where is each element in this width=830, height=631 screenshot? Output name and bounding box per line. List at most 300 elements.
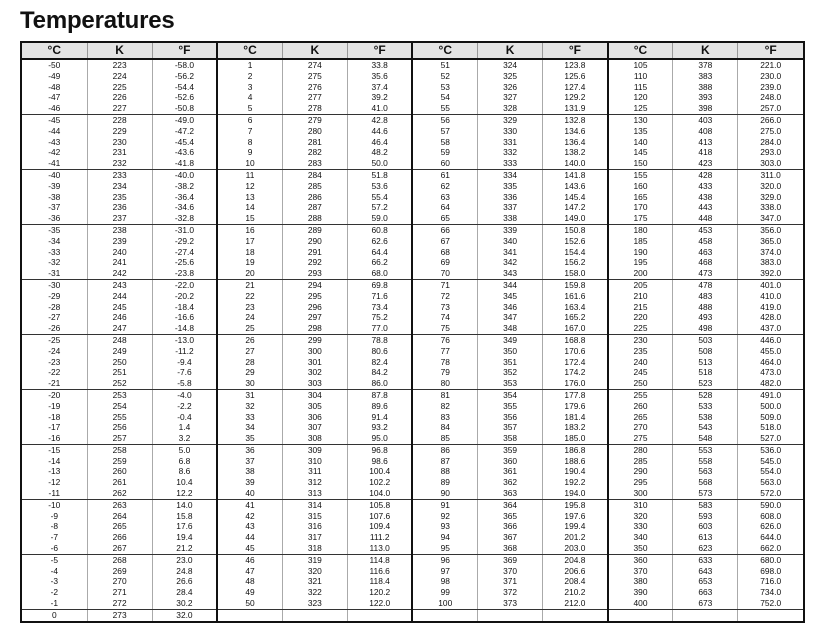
- cell-kelvin: 270: [87, 576, 152, 587]
- cell-fahrenheit: 154.4: [543, 247, 608, 258]
- cell-fahrenheit: 12.2: [152, 488, 217, 499]
- cell-celsius: 230: [608, 334, 673, 345]
- table-row: [22, 236, 803, 247]
- cell-fahrenheit: 201.2: [543, 532, 608, 543]
- table-row: [22, 576, 803, 587]
- cell-kelvin: 228: [87, 114, 152, 125]
- cell-celsius: 320: [608, 511, 673, 522]
- cell-kelvin: 344: [478, 279, 543, 290]
- cell-fahrenheit: 33.8: [347, 59, 412, 71]
- cell-fahrenheit: 10.4: [152, 477, 217, 488]
- cell-celsius: 38: [217, 466, 282, 477]
- cell-celsius: 250: [608, 378, 673, 389]
- cell-fahrenheit: 30.2: [152, 598, 217, 609]
- cell-celsius: 145: [608, 147, 673, 158]
- cell-celsius: 53: [412, 82, 477, 93]
- cell-celsius: 37: [217, 456, 282, 467]
- cell-kelvin: 237: [87, 213, 152, 224]
- cell-fahrenheit: 123.8: [543, 59, 608, 71]
- cell-fahrenheit: 15.8: [152, 511, 217, 522]
- cell-fahrenheit: 527.0: [738, 433, 803, 444]
- cell-fahrenheit: -25.6: [152, 257, 217, 268]
- cell-kelvin: 302: [282, 367, 347, 378]
- cell-celsius: -39: [48, 180, 61, 191]
- cell-fahrenheit: 64.4: [347, 247, 412, 258]
- cell-fahrenheit: 716.0: [738, 576, 803, 587]
- cell-celsius: 220: [608, 312, 673, 323]
- cell-fahrenheit: -36.4: [152, 192, 217, 203]
- cell-fahrenheit: -22.0: [152, 279, 217, 290]
- column-header-celsius-1: °C: [22, 43, 87, 59]
- cell-celsius: 350: [608, 543, 673, 554]
- cell-kelvin: 323: [282, 598, 347, 609]
- cell-fahrenheit: -23.8: [152, 268, 217, 279]
- cell-celsius: 225: [608, 323, 673, 334]
- cell-fahrenheit: 95.0: [347, 433, 412, 444]
- cell-kelvin: 290: [282, 236, 347, 247]
- column-header-fahrenheit-2: °F: [347, 43, 412, 59]
- table-row: [22, 357, 803, 368]
- cell-kelvin: 423: [673, 158, 738, 169]
- cell-celsius: 3: [217, 82, 282, 93]
- cell-fahrenheit: 168.8: [543, 334, 608, 345]
- cell-kelvin: 366: [478, 521, 543, 532]
- cell-celsius: 280: [608, 444, 673, 455]
- table-row: [22, 543, 803, 554]
- column-header-celsius-2: °C: [217, 43, 282, 59]
- cell-fahrenheit: -27.4: [152, 247, 217, 258]
- cell-fahrenheit: 347.0: [738, 213, 803, 224]
- cell-celsius: -16: [22, 433, 87, 444]
- cell-kelvin: 238: [87, 224, 152, 235]
- cell-kelvin: 367: [478, 532, 543, 543]
- cell-celsius: 31: [217, 389, 282, 400]
- cell-celsius: 88: [412, 466, 477, 477]
- cell-kelvin: 250: [87, 357, 152, 368]
- cell-kelvin: 478: [673, 279, 738, 290]
- cell-fahrenheit: 210.2: [543, 587, 608, 598]
- cell-fahrenheit: 195.8: [543, 499, 608, 510]
- cell-fahrenheit: 626.0: [738, 521, 803, 532]
- cell-celsius: 73: [412, 302, 477, 313]
- cell-celsius: 255: [608, 389, 673, 400]
- table-row: [22, 598, 803, 609]
- cell-celsius: 180: [608, 224, 673, 235]
- cell-kelvin: 273: [87, 609, 152, 620]
- cell-kelvin: 418: [673, 147, 738, 158]
- cell-kelvin: 257: [87, 433, 152, 444]
- table-row: [22, 224, 803, 235]
- cell-kelvin: 291: [282, 247, 347, 258]
- cell-fahrenheit: -45.4: [152, 137, 217, 148]
- cell-fahrenheit: 122.0: [347, 598, 412, 609]
- cell-kelvin: 408: [673, 126, 738, 137]
- cell-kelvin: 314: [282, 499, 347, 510]
- cell-celsius: -3: [50, 576, 59, 587]
- cell-fahrenheit: -18.4: [152, 302, 217, 313]
- cell-kelvin: 373: [478, 598, 543, 609]
- cell-kelvin: 553: [673, 444, 738, 455]
- cell-kelvin: 309: [282, 444, 347, 455]
- cell-kelvin: 352: [478, 367, 543, 378]
- cell-kelvin: 231: [87, 147, 152, 158]
- cell-celsius: 300: [608, 488, 673, 499]
- cell-kelvin: 277: [282, 92, 347, 103]
- cell-kelvin: 362: [478, 477, 543, 488]
- cell-celsius: 11: [217, 169, 282, 180]
- cell-celsius: -14: [48, 455, 61, 466]
- cell-celsius: 15: [217, 213, 282, 224]
- cell-kelvin: 438: [673, 192, 738, 203]
- cell-celsius: 235: [608, 346, 673, 357]
- cell-fahrenheit: 41.0: [347, 103, 412, 114]
- cell-kelvin: 280: [282, 126, 347, 137]
- cell-celsius: 59: [412, 147, 477, 158]
- cell-kelvin: [673, 609, 738, 620]
- cell-celsius: 195: [608, 257, 673, 268]
- cell-fahrenheit: 518.0: [738, 422, 803, 433]
- cell-kelvin: 317: [282, 532, 347, 543]
- cell-kelvin: 232: [87, 158, 152, 169]
- cell-fahrenheit: 206.6: [543, 566, 608, 577]
- cell-kelvin: 224: [87, 71, 152, 82]
- cell-kelvin: 493: [673, 312, 738, 323]
- cell-fahrenheit: 190.4: [543, 466, 608, 477]
- column-header-kelvin-4: K: [673, 43, 738, 59]
- cell-celsius: -22: [48, 367, 61, 378]
- cell-fahrenheit: 230.0: [738, 71, 803, 82]
- cell-kelvin: 279: [282, 114, 347, 125]
- cell-fahrenheit: 356.0: [738, 224, 803, 235]
- cell-kelvin: 307: [282, 422, 347, 433]
- cell-kelvin: 357: [478, 422, 543, 433]
- table-row: [22, 554, 803, 565]
- cell-fahrenheit: 32.0: [152, 609, 217, 620]
- cell-kelvin: 332: [478, 147, 543, 158]
- cell-kelvin: 398: [673, 103, 738, 114]
- cell-kelvin: 346: [478, 302, 543, 313]
- table-row: [22, 466, 803, 477]
- cell-fahrenheit: 46.4: [347, 137, 412, 148]
- cell-fahrenheit: 491.0: [738, 389, 803, 400]
- cell-kelvin: 508: [673, 346, 738, 357]
- cell-celsius: 29: [217, 367, 282, 378]
- cell-fahrenheit: 125.6: [543, 71, 608, 82]
- cell-kelvin: 227: [87, 103, 152, 114]
- table-row: [22, 103, 803, 114]
- header-row: [22, 43, 803, 59]
- cell-kelvin: 298: [282, 323, 347, 334]
- cell-celsius: 120: [608, 92, 673, 103]
- cell-fahrenheit: 221.0: [738, 59, 803, 71]
- cell-fahrenheit: 78.8: [347, 334, 412, 345]
- cell-kelvin: 468: [673, 257, 738, 268]
- cell-fahrenheit: 698.0: [738, 566, 803, 577]
- cell-celsius: 270: [608, 422, 673, 433]
- cell-fahrenheit: 19.4: [152, 532, 217, 543]
- cell-kelvin: 305: [282, 401, 347, 412]
- cell-kelvin: 538: [673, 412, 738, 423]
- table-row: [22, 147, 803, 158]
- cell-kelvin: 360: [478, 456, 543, 467]
- table-body: [22, 59, 803, 621]
- cell-kelvin: 261: [87, 477, 152, 488]
- cell-fahrenheit: 257.0: [738, 103, 803, 114]
- cell-kelvin: 361: [478, 466, 543, 477]
- cell-fahrenheit: 129.2: [543, 92, 608, 103]
- cell-celsius: 65: [412, 213, 477, 224]
- cell-fahrenheit: 80.6: [347, 346, 412, 357]
- cell-kelvin: 251: [87, 367, 152, 378]
- cell-fahrenheit: 338.0: [738, 202, 803, 213]
- table-row: [22, 169, 803, 180]
- cell-celsius: 165: [608, 192, 673, 203]
- cell-celsius: -44: [48, 125, 61, 136]
- cell-fahrenheit: 208.4: [543, 576, 608, 587]
- cell-kelvin: 350: [478, 346, 543, 357]
- cell-celsius: 26: [217, 334, 282, 345]
- cell-fahrenheit: 500.0: [738, 401, 803, 412]
- cell-kelvin: 568: [673, 477, 738, 488]
- cell-kelvin: 364: [478, 499, 543, 510]
- cell-celsius: 85: [412, 433, 477, 444]
- cell-celsius: -19: [48, 400, 61, 411]
- cell-fahrenheit: 84.2: [347, 367, 412, 378]
- table-row: [22, 302, 803, 313]
- cell-celsius: 98: [412, 576, 477, 587]
- cell-celsius: 45: [217, 543, 282, 554]
- cell-kelvin: 443: [673, 202, 738, 213]
- cell-kelvin: 223: [87, 59, 152, 71]
- cell-kelvin: 299: [282, 334, 347, 345]
- cell-fahrenheit: 48.2: [347, 147, 412, 158]
- cell-celsius: -8: [50, 521, 59, 532]
- cell-celsius: -15: [48, 444, 61, 455]
- table-row: [22, 92, 803, 103]
- cell-fahrenheit: 26.6: [152, 576, 217, 587]
- cell-kelvin: 247: [87, 323, 152, 334]
- table-row: [22, 247, 803, 258]
- cell-kelvin: 345: [478, 291, 543, 302]
- cell-celsius: 140: [608, 137, 673, 148]
- cell-kelvin: 242: [87, 268, 152, 279]
- cell-celsius: 19: [217, 257, 282, 268]
- cell-fahrenheit: -56.2: [152, 71, 217, 82]
- cell-celsius: 330: [608, 521, 673, 532]
- cell-fahrenheit: 42.8: [347, 114, 412, 125]
- cell-celsius: 135: [608, 126, 673, 137]
- table-row: [22, 389, 803, 400]
- cell-celsius: 70: [412, 268, 477, 279]
- cell-fahrenheit: 136.4: [543, 137, 608, 148]
- table-row: [22, 477, 803, 488]
- cell-kelvin: 371: [478, 576, 543, 587]
- cell-fahrenheit: 116.6: [347, 566, 412, 577]
- cell-kelvin: 388: [673, 82, 738, 93]
- cell-celsius: 83: [412, 412, 477, 423]
- cell-celsius: -40: [48, 169, 61, 180]
- cell-celsius: 24: [217, 312, 282, 323]
- cell-kelvin: 643: [673, 566, 738, 577]
- cell-kelvin: 281: [282, 137, 347, 148]
- table-row: [22, 268, 803, 279]
- cell-kelvin: 355: [478, 401, 543, 412]
- table-row: [22, 334, 803, 345]
- cell-fahrenheit: 59.0: [347, 213, 412, 224]
- cell-fahrenheit: -31.0: [152, 224, 217, 235]
- cell-celsius: 72: [412, 291, 477, 302]
- cell-fahrenheit: 140.0: [543, 158, 608, 169]
- cell-kelvin: 663: [673, 587, 738, 598]
- cell-celsius: 16: [217, 224, 282, 235]
- cell-celsius: 130: [608, 114, 673, 125]
- cell-kelvin: 338: [478, 213, 543, 224]
- cell-celsius: 61: [412, 169, 477, 180]
- cell-kelvin: 304: [282, 389, 347, 400]
- table-row: [22, 367, 803, 378]
- cell-kelvin: 393: [673, 92, 738, 103]
- cell-kelvin: 365: [478, 511, 543, 522]
- cell-fahrenheit: 100.4: [347, 466, 412, 477]
- cell-fahrenheit: 50.0: [347, 158, 412, 169]
- cell-celsius: -13: [48, 466, 61, 477]
- cell-celsius: -1: [22, 598, 87, 609]
- cell-fahrenheit: 37.4: [347, 82, 412, 93]
- cell-fahrenheit: 734.0: [738, 587, 803, 598]
- cell-fahrenheit: 134.6: [543, 126, 608, 137]
- cell-celsius: 56: [412, 114, 477, 125]
- cell-kelvin: 249: [87, 346, 152, 357]
- cell-celsius: 30: [217, 378, 282, 389]
- cell-fahrenheit: 644.0: [738, 532, 803, 543]
- cell-fahrenheit: -54.4: [152, 82, 217, 93]
- cell-kelvin: 369: [478, 554, 543, 565]
- cell-fahrenheit: 53.6: [347, 181, 412, 192]
- cell-kelvin: 473: [673, 268, 738, 279]
- cell-celsius: 35: [217, 433, 282, 444]
- cell-celsius: [412, 609, 477, 620]
- cell-kelvin: 292: [282, 257, 347, 268]
- cell-fahrenheit: 149.0: [543, 213, 608, 224]
- cell-kelvin: 488: [673, 302, 738, 313]
- cell-fahrenheit: -58.0: [152, 59, 217, 71]
- cell-kelvin: 327: [478, 92, 543, 103]
- cell-fahrenheit: 509.0: [738, 412, 803, 423]
- cell-kelvin: 283: [282, 158, 347, 169]
- cell-celsius: 150: [608, 158, 673, 169]
- cell-celsius: 96: [412, 554, 477, 565]
- cell-kelvin: 229: [87, 126, 152, 137]
- cell-celsius: -12: [48, 477, 61, 488]
- cell-fahrenheit: 28.4: [152, 587, 217, 598]
- cell-fahrenheit: 102.2: [347, 477, 412, 488]
- cell-celsius: -31: [22, 268, 87, 279]
- cell-kelvin: 244: [87, 291, 152, 302]
- cell-celsius: -24: [48, 345, 61, 356]
- cell-kelvin: 300: [282, 346, 347, 357]
- cell-kelvin: 334: [478, 169, 543, 180]
- cell-celsius: -25: [48, 334, 61, 345]
- cell-celsius: 14: [217, 202, 282, 213]
- cell-kelvin: 448: [673, 213, 738, 224]
- cell-fahrenheit: 320.0: [738, 181, 803, 192]
- cell-kelvin: 453: [673, 224, 738, 235]
- cell-kelvin: 278: [282, 103, 347, 114]
- cell-kelvin: 324: [478, 59, 543, 71]
- cell-fahrenheit: 545.0: [738, 456, 803, 467]
- cell-fahrenheit: 159.8: [543, 279, 608, 290]
- cell-fahrenheit: 239.0: [738, 82, 803, 93]
- cell-fahrenheit: 329.0: [738, 192, 803, 203]
- cell-kelvin: 322: [282, 587, 347, 598]
- cell-fahrenheit: 107.6: [347, 511, 412, 522]
- table-row: [22, 181, 803, 192]
- cell-fahrenheit: 204.8: [543, 554, 608, 565]
- cell-celsius: 105: [608, 59, 673, 71]
- cell-kelvin: 235: [87, 192, 152, 203]
- cell-fahrenheit: 158.0: [543, 268, 608, 279]
- cell-celsius: 1: [217, 59, 282, 71]
- cell-kelvin: 263: [87, 499, 152, 510]
- cell-celsius: 63: [412, 192, 477, 203]
- cell-kelvin: 325: [478, 71, 543, 82]
- cell-celsius: 28: [217, 357, 282, 368]
- cell-fahrenheit: 55.4: [347, 192, 412, 203]
- cell-fahrenheit: [738, 609, 803, 620]
- cell-fahrenheit: -2.2: [152, 401, 217, 412]
- cell-kelvin: 271: [87, 587, 152, 598]
- cell-celsius: -35: [48, 224, 61, 235]
- cell-kelvin: 383: [673, 71, 738, 82]
- cell-kelvin: 245: [87, 302, 152, 313]
- cell-fahrenheit: 163.4: [543, 302, 608, 313]
- table-row: [22, 532, 803, 543]
- cell-fahrenheit: 284.0: [738, 137, 803, 148]
- cell-celsius: 125: [608, 103, 673, 114]
- cell-kelvin: 234: [87, 181, 152, 192]
- cell-fahrenheit: 150.8: [543, 224, 608, 235]
- cell-fahrenheit: 1.4: [152, 422, 217, 433]
- cell-celsius: 285: [608, 456, 673, 467]
- cell-fahrenheit: 69.8: [347, 279, 412, 290]
- cell-celsius: 275: [608, 433, 673, 444]
- temperature-table: [20, 41, 805, 623]
- cell-celsius: 74: [412, 312, 477, 323]
- cell-kelvin: 288: [282, 213, 347, 224]
- cell-kelvin: 326: [478, 82, 543, 93]
- cell-celsius: -5: [50, 554, 59, 565]
- cell-fahrenheit: 105.8: [347, 499, 412, 510]
- cell-fahrenheit: -14.8: [152, 323, 217, 334]
- cell-kelvin: 310: [282, 456, 347, 467]
- cell-fahrenheit: 8.6: [152, 466, 217, 477]
- cell-celsius: 310: [608, 499, 673, 510]
- cell-celsius: 360: [608, 554, 673, 565]
- cell-fahrenheit: -52.6: [152, 92, 217, 103]
- cell-celsius: 92: [412, 511, 477, 522]
- cell-fahrenheit: 39.2: [347, 92, 412, 103]
- cell-celsius: 20: [217, 268, 282, 279]
- cell-fahrenheit: 311.0: [738, 169, 803, 180]
- cell-celsius: 260: [608, 401, 673, 412]
- cell-kelvin: 378: [673, 59, 738, 71]
- cell-celsius: 84: [412, 422, 477, 433]
- cell-kelvin: 318: [282, 543, 347, 554]
- cell-kelvin: 260: [87, 466, 152, 477]
- cell-kelvin: 368: [478, 543, 543, 554]
- cell-fahrenheit: 120.2: [347, 587, 412, 598]
- cell-kelvin: 339: [478, 224, 543, 235]
